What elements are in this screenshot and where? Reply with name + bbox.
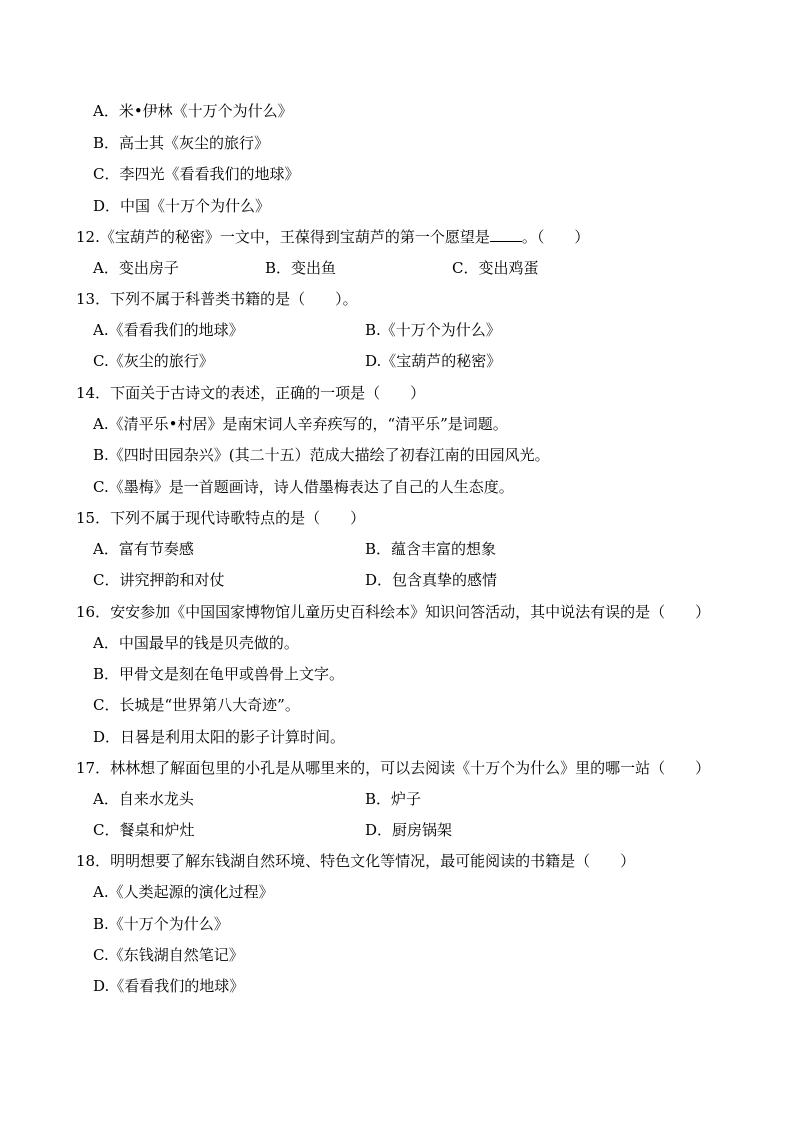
q13-stem: 13．下列不属于科普类书籍的是（ ）。	[76, 290, 358, 308]
q14-option-b: B.《四时田园杂兴》(其二十五）范成大描绘了初春江南的田园风光。	[93, 446, 550, 464]
q11-option-b: B．高士其《灰尘的旅行》	[93, 134, 270, 152]
q16-option-d: D．日晷是利用太阳的影子计算时间。	[93, 728, 346, 746]
q12-answer-blank	[490, 227, 522, 242]
q15-option-b: B．蕴含丰富的想象	[365, 540, 497, 558]
q18-option-b: B.《十万个为什么》	[93, 915, 229, 933]
q16-option-c: C．长城是“世界第八大奇迹”。	[93, 696, 300, 714]
q15-option-d: D．包含真挚的感情	[365, 571, 498, 589]
q15-option-c: C．讲究押韵和对仗	[93, 571, 225, 589]
q18-option-c: C.《东钱湖自然笔记》	[93, 946, 244, 964]
q13-option-b: B.《十万个为什么》	[365, 321, 501, 339]
q16-stem: 16．安安参加《中国国家博物馆儿童历史百科绘本》知识问答活动，其中说法有误的是（ ）	[76, 603, 711, 621]
q16-option-a: A．中国最早的钱是贝壳做的。	[93, 634, 299, 652]
q17-option-c: C．餐桌和炉灶	[93, 821, 195, 839]
q11-option-a: A．米•伊林《十万个为什么》	[93, 102, 293, 120]
q17-option-b: B．炉子	[365, 790, 422, 808]
q14-option-a: A.《清平乐•村居》是南宋词人辛弃疾写的，“清平乐”是词题。	[93, 415, 508, 433]
q18-stem: 18．明明想要了解东钱湖自然环境、特色文化等情况，最可能阅读的书籍是（ ）	[76, 852, 636, 870]
q18-option-d: D.《看看我们的地球》	[93, 977, 245, 995]
q14-option-c: C.《墨梅》是一首题画诗，诗人借墨梅表达了自己的人生态度。	[93, 478, 514, 496]
q15-option-a: A．富有节奏感	[93, 540, 194, 558]
q13-option-d: D.《宝葫芦的秘密》	[365, 352, 502, 370]
q12-option-c: C．变出鸡蛋	[452, 259, 539, 277]
q12-stem-before: 12.《宝葫芦的秘密》一文中，王葆得到宝葫芦的第一个愿望是	[76, 228, 490, 246]
q17-option-d: D．厨房锅架	[365, 821, 453, 839]
q12-stem-after: 。（ ）	[521, 228, 590, 246]
q14-stem: 14．下面关于古诗文的表述，正确的一项是（ ）	[76, 384, 426, 402]
q18-option-a: A.《人类起源的演化过程》	[93, 883, 274, 901]
q11-option-c: C．李四光《看看我们的地球》	[93, 165, 300, 183]
q13-option-a: A.《看看我们的地球》	[93, 321, 244, 339]
q17-option-a: A．自来水龙头	[93, 790, 194, 808]
q16-option-b: B．甲骨文是刻在龟甲或兽骨上文字。	[93, 665, 345, 683]
q13-option-c: C.《灰尘的旅行》	[93, 352, 214, 370]
q17-stem: 17．林林想了解面包里的小孔是从哪里来的，可以去阅读《十万个为什么》里的哪一站（ ）	[76, 759, 711, 777]
q11-option-d: D．中国《十万个为什么》	[93, 197, 271, 215]
q12-option-b: B．变出鱼	[265, 259, 337, 277]
q15-stem: 15．下列不属于现代诗歌特点的是（ ）	[76, 509, 366, 527]
q12-stem	[76, 226, 589, 248]
q12-option-a: A．变出房子	[93, 259, 179, 277]
